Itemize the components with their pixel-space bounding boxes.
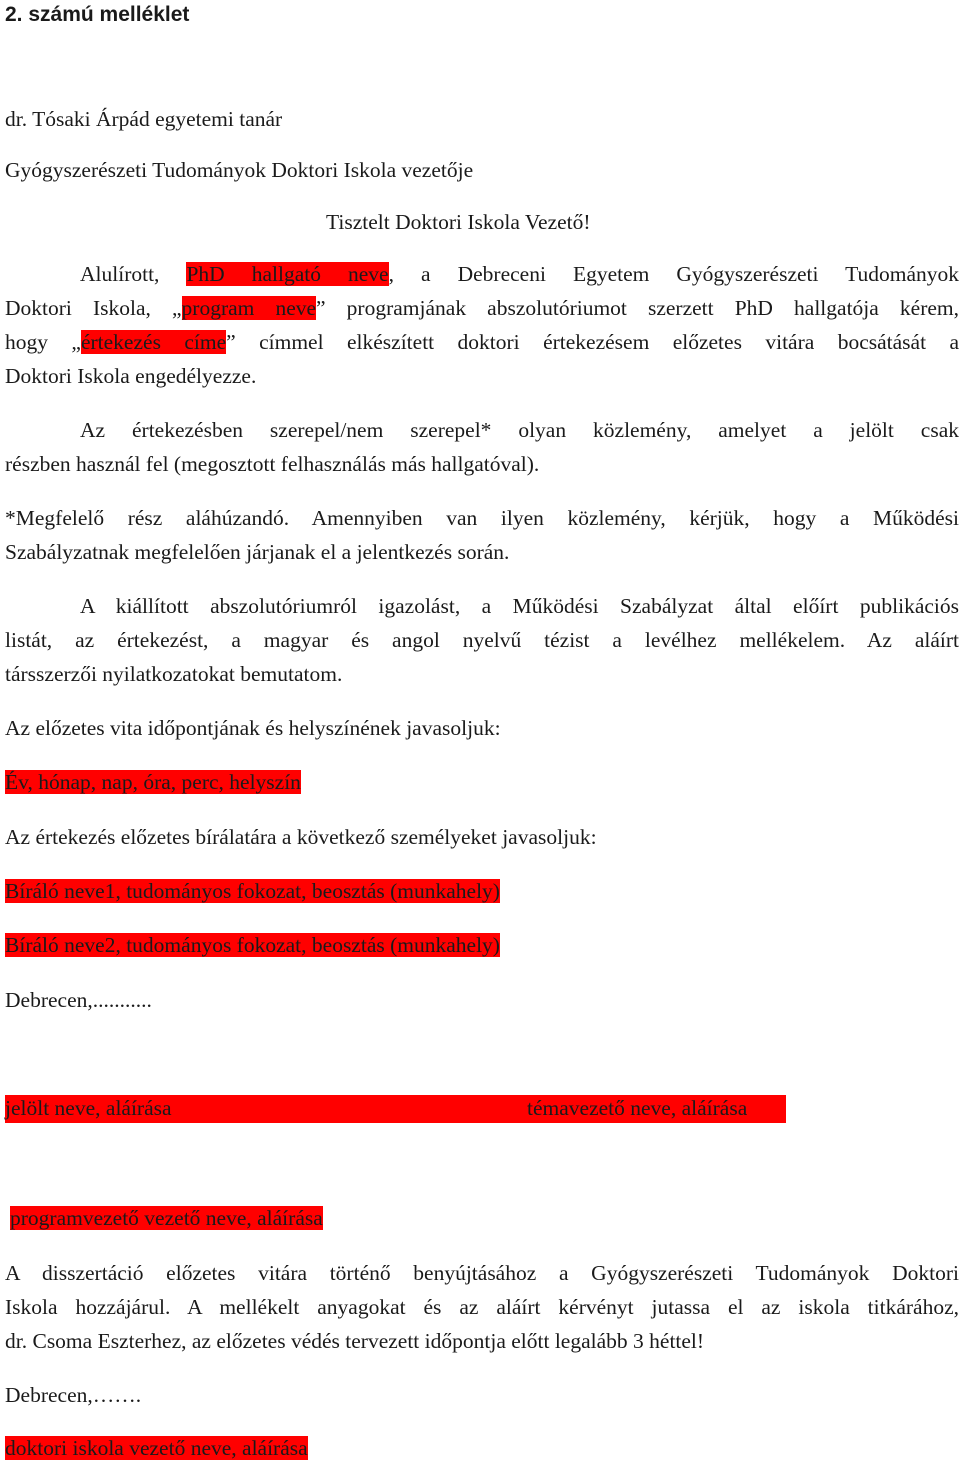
paragraph-2-line-2: részben használ fel (megosztott felhasználás más hallgatóval). (5, 452, 540, 476)
recipient-role: Gyógyszerészeti Tudományok Doktori Iskola vezetője (5, 158, 474, 182)
place-date-1: Debrecen,........... (5, 988, 152, 1012)
place-date-2: Debrecen,……. (5, 1383, 142, 1407)
paragraph-4-line-3: társszerzői nyilatkozatokat bemutatom. (5, 662, 343, 686)
paragraph-5-line-3: dr. Csoma Eszterhez, az előzetes védés tervezett időpontja előtt legalább 3 héttel! (5, 1329, 705, 1353)
sig-school-head: doktori iskola vezető neve, aláírása (5, 1436, 308, 1460)
paragraph-4-line-2: listát, az értekezést, a magyar és angol nyelvű tézist a levélhez mellékelem. Az aláírt (5, 628, 959, 652)
paragraph-3-line-1: *Megfelelő rész aláhúzandó. Amennyiben van ilyen közlemény, kérjük, hogy a Működési (5, 506, 959, 530)
paragraph-2-line-1: Az értekezésben szerepel/nem szerepel* olyan közlemény, amelyet a jelölt csak (80, 418, 959, 442)
vita-field: Év, hónap, nap, óra, perc, helyszín (5, 770, 301, 794)
salutation: Tisztelt Doktori Iskola Vezető! (326, 210, 591, 234)
sig-candidate: jelölt neve, aláírása (5, 1096, 172, 1120)
paragraph-1-line-1: Alulírott, PhD hallgató neve, a Debreceni Egyetem Gyógyszerészeti Tudományok (80, 262, 960, 286)
sig-program-leader: programvezető vezető neve, aláírása (10, 1206, 323, 1230)
field-student-name: PhD hallgató neve (186, 262, 389, 286)
reviewer-intro: Az értekezés előzetes bírálatára a következő személyeket javasoljuk: (5, 825, 597, 849)
annex-heading: 2. számú melléklet (5, 3, 190, 26)
reviewer-2-field: Bíráló neve2, tudományos fokozat, beosztás (munkahely) (5, 933, 500, 957)
paragraph-1-line-3: hogy „értekezés címe” címmel elkészített doktori értekezésem előzetes vitára bocsátását a (5, 330, 960, 354)
paragraph-5-line-2: Iskola hozzájárul. A mellékelt anyagokat és az aláírt kérvényt jutassa el az iskola titkárához, (5, 1295, 959, 1319)
paragraph-1-line-2: Doktori Iskola, „program neve” programjának abszolutóriumot szerzett PhD hallgatója kérem, (5, 296, 959, 320)
field-thesis-title: értekezés címe (80, 330, 227, 354)
field-program-name: program neve (181, 296, 317, 320)
paragraph-1-line-4: Doktori Iskola engedélyezze. (5, 364, 257, 388)
paragraph-5-line-1: A disszertáció előzetes vitára történő benyújtásához a Gyógyszerészeti Tudományok Doktori (5, 1261, 959, 1285)
reviewer-1-field: Bíráló neve1, tudományos fokozat, beosztás (munkahely) (5, 879, 500, 903)
sig-supervisor: témavezető neve, aláírása (527, 1096, 748, 1120)
paragraph-4-line-1: A kiállított abszolutóriumról igazolást, a Működési Szabályzat által előírt publikációs (80, 594, 959, 618)
vita-intro: Az előzetes vita időpontjának és helyszínének javasoljuk: (5, 716, 501, 740)
recipient-name: dr. Tósaki Árpád egyetemi tanár (5, 107, 283, 131)
paragraph-3-line-2: Szabályzatnak megfelelően járjanak el a jelentkezés során. (5, 540, 510, 564)
